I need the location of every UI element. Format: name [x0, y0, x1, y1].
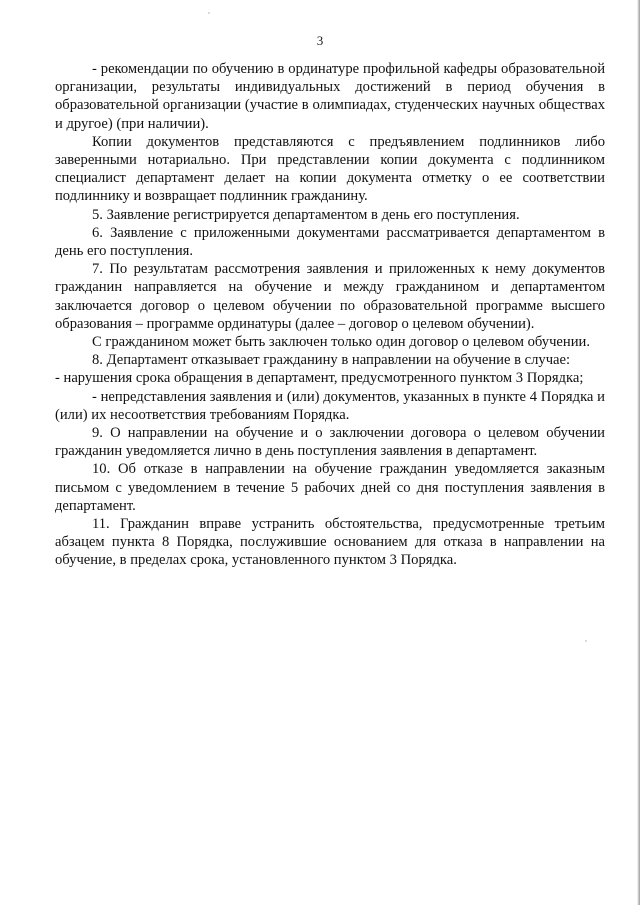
page-number: 3 — [316, 33, 324, 48]
paragraph-refusal-reason-deadline: - нарушения срока обращения в департамент, предусмотренного пунктом 3 Порядка; — [55, 370, 584, 387]
paragraph-item-5: 5. Заявление регистрируется департаментом в день его поступления. — [92, 206, 520, 223]
paragraph-item-7: 7. По результатам рассмотрения заявления и приложенных к нему документов гражданин направляется на обучение и между гражданином и департаментом заключается договор о целевом обучении по образовательной программе высшего образования – программе ординатуры (далее – договор о целевом обучении). — [55, 261, 605, 332]
document-body — [55, 60, 605, 570]
paragraph-refusal-reason-documents: - непредставления заявления и (или) документов, указанных в пункте 4 Порядка и (или) их несоответствия требованиям Порядка. — [55, 388, 605, 423]
paragraph-item-6: 6. Заявление с приложенными документами рассматривается департаментом в день его поступления. — [55, 224, 605, 260]
scan-speck — [585, 640, 587, 642]
paragraph-document-copies: Копии документов представляются с предъявлением подлинников либо заверенными нотариально. При представлении копии документа с подлинником специалист департамент делает на копии документа отметку о ее соответствии подлиннику и возвращает подлинник гражданину. — [55, 133, 605, 205]
paragraph-item-9: 9. О направлении на обучение и о заключении договора о целевом обучении гражданин уведомляется лично в день поступления заявления в департамент. — [55, 425, 605, 460]
paragraph-item-11: 11. Гражданин вправе устранить обстоятельства, предусмотренные третьим абзацем пункта 8 Порядка, послужившие основанием для отказа в направлении на обучение, в пределах срока, установленного пунктом 3 Порядка. — [55, 516, 605, 569]
paragraph-item-10: 10. Об отказе в направлении на обучение гражданин уведомляется заказным письмом с уведомлением в течение 5 рабочих дней со дня поступления заявления в департамент. — [55, 461, 605, 514]
paragraph-item-8: 8. Департамент отказывает гражданину в направлении на обучение в случае: — [92, 352, 571, 369]
paragraph-single-contract: С гражданином может быть заключен только один договор о целевом обучении. — [92, 334, 590, 351]
scan-speck — [208, 12, 210, 14]
paragraph-recommendations: - рекомендации по обучению в ординатуре профильной кафедры образовательной организации, результаты индивидуальных достижений в период обучения в образовательной организации (участие в олимпиадах, студенческих научных обществах и другое) (при наличии). — [55, 61, 605, 132]
